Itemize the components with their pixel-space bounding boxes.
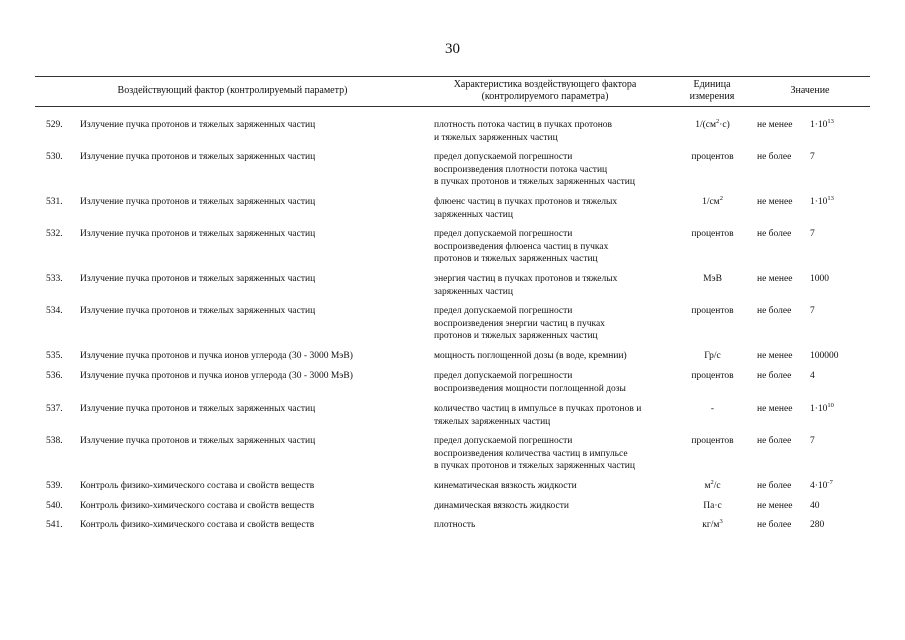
row-condition: не более: [757, 520, 792, 530]
row-value: [810, 305, 870, 318]
row-characteristic-line: мощность поглощенной дозы (в воде, кремнии): [434, 351, 627, 361]
row-value: [810, 228, 870, 241]
row-characteristic-line: в пучках протонов и тяжелых заряженных частиц: [434, 461, 635, 471]
row-value-base: 1·10: [810, 404, 828, 414]
row-characteristic-line: энергия частиц в пучках протонов и тяжелых: [434, 274, 618, 284]
row-number: 533.: [46, 274, 63, 284]
row-condition: не менее: [757, 501, 793, 511]
row-unit: [680, 119, 745, 132]
header-unit-line2: измерения: [689, 91, 735, 102]
row-value-exponent: 10: [827, 402, 834, 409]
row-characteristic: [434, 273, 679, 298]
row-value: [810, 403, 870, 416]
row-value-base: 4·10: [810, 481, 828, 491]
row-value: [810, 196, 870, 209]
row-condition: не более: [757, 436, 792, 446]
row-unit-suffix: ·с): [719, 120, 730, 130]
row-condition: не более: [757, 306, 792, 316]
row-characteristic-line: предел допускаемой погрешности: [434, 229, 573, 239]
row-characteristic: [434, 228, 679, 266]
row-unit-base: процентов: [691, 371, 734, 381]
row-factor: Излучение пучка протонов и тяжелых заряженных частиц: [80, 274, 316, 284]
row-unit: [680, 519, 745, 532]
row-characteristic-line: заряженных частиц: [434, 209, 513, 220]
row-characteristic: [434, 305, 679, 343]
row-factor: Излучение пучка протонов и тяжелых заряженных частиц: [80, 197, 316, 207]
row-characteristic-line: плотность потока частиц в пучках протонов: [434, 120, 613, 130]
row-unit-base: процентов: [691, 152, 734, 162]
row-characteristic-line: предел допускаемой погрешности: [434, 306, 573, 316]
row-condition: не менее: [757, 197, 793, 207]
row-factor: Контроль физико-химического состава и свойств веществ: [80, 501, 315, 511]
row-characteristic: [434, 370, 679, 395]
row-value-base: 1·10: [810, 120, 828, 130]
row-factor: Излучение пучка протонов и пучка ионов углерода (30 - 3000 МэВ): [80, 371, 353, 381]
row-value: [810, 435, 870, 448]
row-value: [810, 119, 870, 132]
row-value-base: 7: [810, 436, 815, 446]
row-condition: не менее: [757, 274, 793, 284]
row-characteristic-line: флюенс частиц в пучках протонов и тяжелых: [434, 197, 618, 207]
row-value: [810, 500, 870, 513]
row-characteristic: [434, 196, 679, 221]
row-characteristic: [434, 435, 679, 473]
row-value-base: 1000: [810, 274, 829, 284]
header-characteristic: [420, 79, 670, 103]
row-characteristic: [434, 403, 679, 428]
row-factor: Излучение пучка протонов и тяжелых заряженных частиц: [80, 152, 316, 162]
row-unit-exponent: 2: [710, 479, 714, 486]
row-characteristic-line: воспроизведения мощности поглощенной дозы: [434, 383, 626, 394]
row-factor: Контроль физико-химического состава и свойств веществ: [80, 520, 315, 530]
row-characteristic-line: протонов и тяжелых заряженных частиц: [434, 331, 598, 341]
row-characteristic-line: предел допускаемой погрешности: [434, 436, 573, 446]
row-unit-base: -: [710, 404, 715, 414]
row-characteristic-line: тяжелых заряженных частиц: [434, 416, 551, 427]
row-unit-base: Гр/с: [704, 351, 721, 361]
row-unit-suffix: /с: [713, 481, 721, 491]
row-value-base: 40: [810, 501, 820, 511]
row-number: 540.: [46, 501, 63, 511]
row-number: 537.: [46, 404, 63, 414]
row-characteristic-line: количество частиц в импульсе в пучках протонов и: [434, 404, 642, 414]
row-characteristic-line: кинематическая вязкость жидкости: [434, 481, 577, 491]
row-value-base: 4: [810, 371, 815, 381]
row-condition: не менее: [757, 120, 793, 130]
row-characteristic: [434, 119, 679, 144]
row-unit-base: кг/м: [702, 520, 720, 530]
header-characteristic-line2: (контролируемого параметра): [481, 91, 609, 102]
row-condition: не более: [757, 481, 792, 491]
row-characteristic-line: воспроизведения энергии частиц в пучках: [434, 318, 605, 329]
row-number: 529.: [46, 120, 63, 130]
row-factor: Излучение пучка протонов и пучка ионов углерода (30 - 3000 МэВ): [80, 351, 353, 361]
row-unit-base: 1/см: [702, 197, 720, 207]
header-value: Значение: [790, 85, 830, 96]
row-unit-exponent: 2: [719, 195, 723, 202]
table-header-top-rule: [35, 76, 870, 77]
row-unit: [680, 196, 745, 209]
row-condition: не менее: [757, 351, 793, 361]
header-characteristic-line1: Характеристика воздействующего фактора: [453, 79, 637, 90]
row-unit: [680, 480, 745, 493]
row-unit-base: Па·с: [703, 501, 722, 511]
header-factor: Воздействующий фактор (контролируемый параметр): [117, 85, 348, 96]
row-unit: [680, 403, 745, 416]
row-characteristic-line: плотность: [434, 520, 476, 530]
row-number: 538.: [46, 436, 63, 446]
row-number: 531.: [46, 197, 63, 207]
row-number: 536.: [46, 371, 63, 381]
row-number: 541.: [46, 520, 63, 530]
row-factor: Излучение пучка протонов и тяжелых заряженных частиц: [80, 404, 316, 414]
row-unit: [680, 370, 745, 383]
row-value: [810, 370, 870, 383]
row-condition: не более: [757, 152, 792, 162]
row-characteristic: [434, 151, 679, 189]
row-value-base: 1·10: [810, 197, 828, 207]
row-value: [810, 480, 870, 493]
row-unit-base: м: [704, 481, 711, 491]
row-unit-exponent: 3: [719, 518, 723, 525]
row-unit: [680, 500, 745, 513]
row-value-base: 7: [810, 152, 815, 162]
row-characteristic: [434, 500, 679, 513]
row-factor: Контроль физико-химического состава и свойств веществ: [80, 481, 315, 491]
row-characteristic: [434, 350, 679, 363]
row-unit: [680, 435, 745, 448]
row-unit-base: процентов: [691, 229, 734, 239]
row-unit-base: МэВ: [703, 274, 722, 284]
row-characteristic-line: динамическая вязкость жидкости: [434, 501, 569, 511]
row-value-base: 7: [810, 306, 815, 316]
row-characteristic-line: воспроизведения количества частиц в импульсе: [434, 448, 628, 459]
row-characteristic: [434, 519, 679, 532]
row-factor: Излучение пучка протонов и тяжелых заряженных частиц: [80, 306, 316, 316]
row-characteristic-line: заряженных частиц: [434, 286, 513, 297]
row-value-base: 280: [810, 520, 825, 530]
row-value: [810, 350, 870, 363]
row-number: 539.: [46, 481, 63, 491]
row-number: 532.: [46, 229, 63, 239]
row-value: [810, 519, 870, 532]
row-condition: не менее: [757, 404, 793, 414]
row-unit-base: процентов: [691, 306, 734, 316]
row-unit: [680, 350, 745, 363]
row-value-exponent: -7: [827, 479, 833, 486]
row-factor: Излучение пучка протонов и тяжелых заряженных частиц: [80, 229, 316, 239]
row-characteristic-line: протонов и тяжелых заряженных частиц: [434, 254, 598, 264]
row-characteristic-line: и тяжелых заряженных частиц: [434, 132, 558, 143]
row-characteristic-line: воспроизведения флюенса частиц в пучках: [434, 241, 609, 252]
row-unit-base: процентов: [691, 436, 734, 446]
header-unit: [672, 79, 752, 103]
row-characteristic-line: предел допускаемой погрешности: [434, 152, 573, 162]
row-unit: [680, 273, 745, 286]
row-unit-base: 1/(см: [695, 120, 716, 130]
header-unit-line1: Единица: [693, 79, 731, 90]
row-value: [810, 273, 870, 286]
row-condition: не более: [757, 371, 792, 381]
page-number: 30: [445, 41, 460, 57]
table-header-bottom-rule: [35, 106, 870, 107]
row-factor: Излучение пучка протонов и тяжелых заряженных частиц: [80, 436, 316, 446]
row-value: [810, 151, 870, 164]
row-number: 535.: [46, 351, 63, 361]
row-unit: [680, 305, 745, 318]
row-factor: Излучение пучка протонов и тяжелых заряженных частиц: [80, 120, 316, 130]
row-value-base: 100000: [810, 351, 839, 361]
row-unit-exponent: 2: [715, 118, 720, 125]
row-value-exponent: 13: [827, 118, 834, 125]
row-condition: не более: [757, 229, 792, 239]
row-number: 534.: [46, 306, 63, 316]
row-characteristic-line: воспроизведения плотности потока частиц: [434, 164, 608, 175]
row-value-exponent: 13: [827, 195, 834, 202]
row-characteristic-line: в пучках протонов и тяжелых заряженных частиц: [434, 177, 635, 187]
row-characteristic: [434, 480, 679, 493]
row-value-base: 7: [810, 229, 815, 239]
row-unit: [680, 151, 745, 164]
row-number: 530.: [46, 152, 63, 162]
row-unit: [680, 228, 745, 241]
row-characteristic-line: предел допускаемой погрешности: [434, 371, 573, 381]
